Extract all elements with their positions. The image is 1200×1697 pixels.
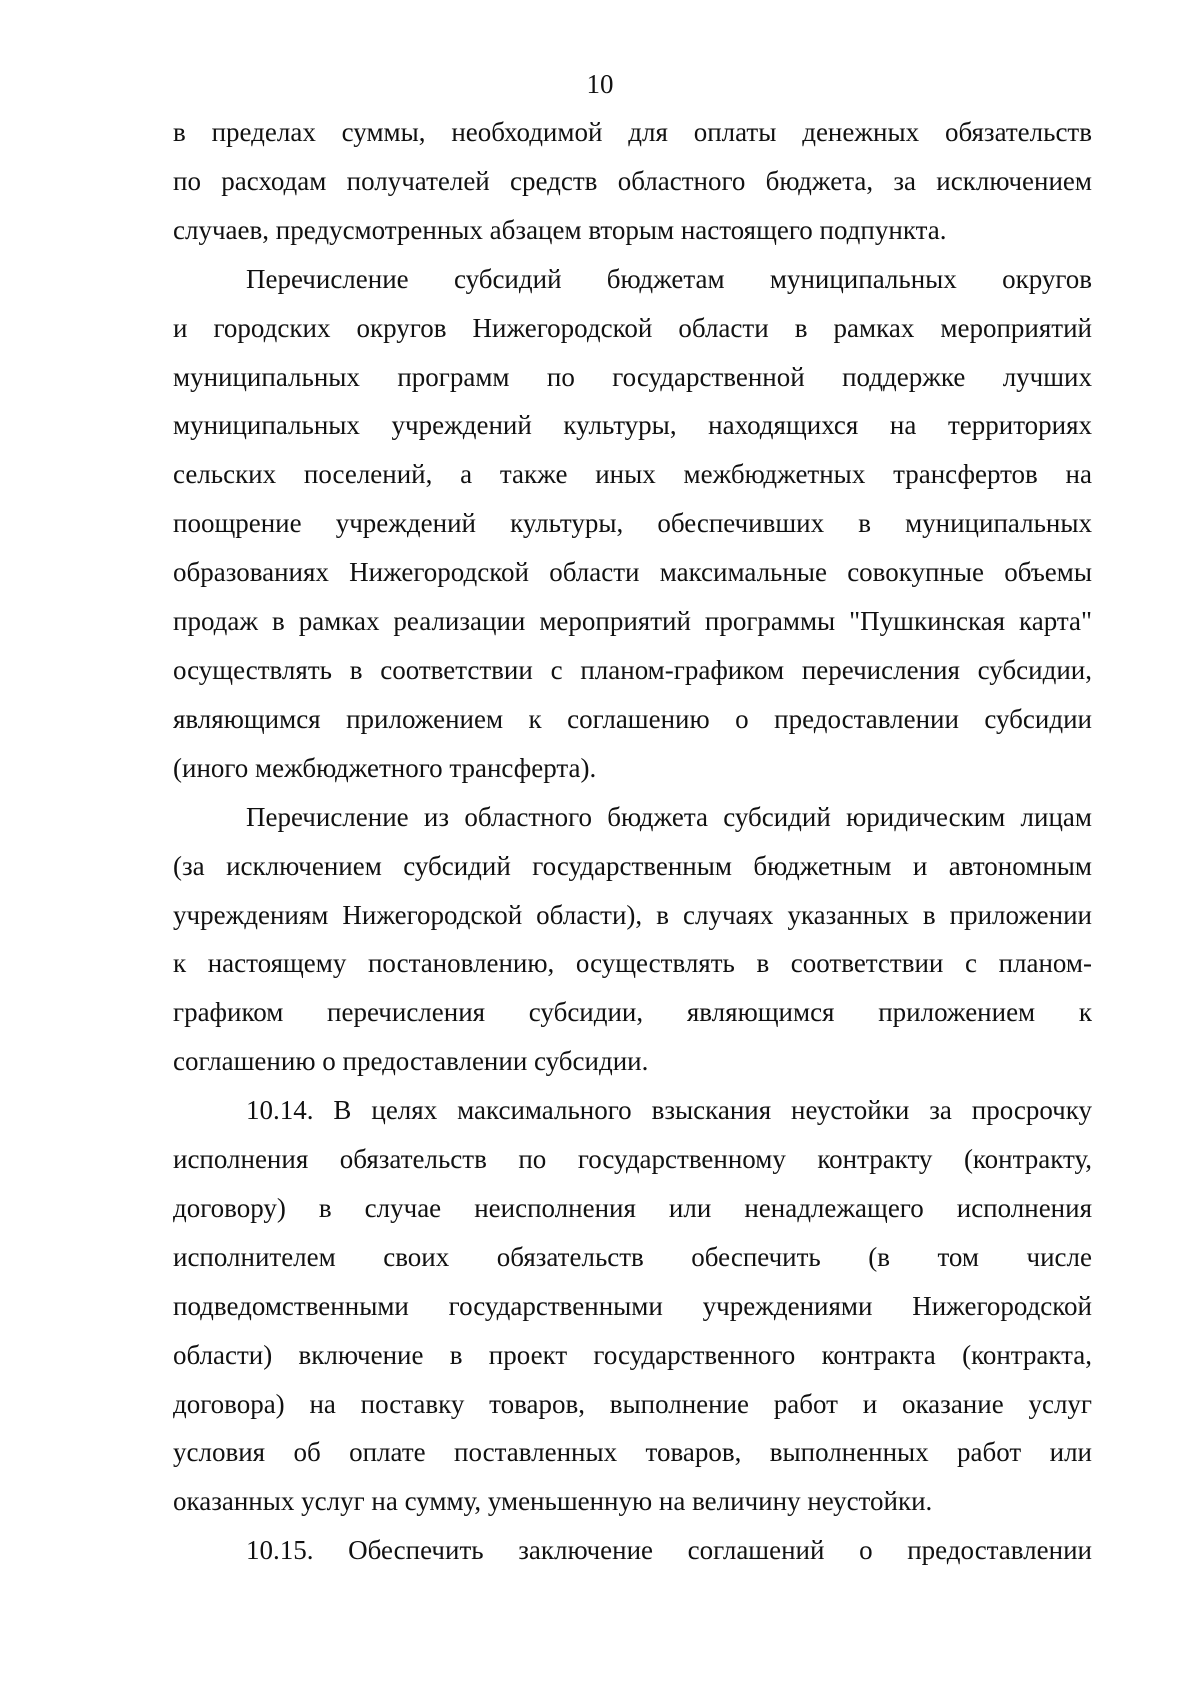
text-line: осуществлять в соответствии с планом-графиком перечисления субсидии, [173,654,1092,685]
paragraph [173,793,1092,1086]
document-body [173,108,1092,1575]
text-line: (иного межбюджетного трансферта). [173,752,597,783]
text-line: в пределах суммы, необходимой для оплаты денежных обязательств [173,117,1092,147]
text-line: поощрение учреждений культуры, обеспечивших в муниципальных [173,508,1092,539]
text-line: (за исключением субсидий государственным бюджетным и автономным [173,850,1092,881]
paragraph [173,108,1092,255]
text-line: 10.14. В целях максимального взыскания неустойки за просрочку [246,1095,1092,1126]
text-line: исполнителем своих обязательств обеспечить (в том числе [173,1241,1092,1272]
text-line: подведомственными государственными учреждениями Нижегородской [173,1290,1092,1321]
text-line: случаев, предусмотренных абзацем вторым настоящего подпункта. [173,214,947,245]
text-line: исполнения обязательств по государственному контракту (контракту, [173,1144,1092,1175]
text-line: и городских округов Нижегородской области в рамках мероприятий [173,312,1092,343]
text-line: муниципальных учреждений культуры, находящихся на территориях [173,410,1092,441]
text-line: Перечисление из областного бюджета субсидий юридическим лицам [246,801,1092,832]
text-line: по расходам получателей средств областного бюджета, за исключением [173,165,1092,196]
text-line: договора) на поставку товаров, выполнение работ и оказание услуг [173,1388,1092,1419]
text-line: образованиях Нижегородской области максимальные совокупные объемы [173,557,1092,588]
text-line: сельских поселений, а также иных межбюджетных трансфертов на [173,459,1092,490]
text-line: являющимся приложением к соглашению о предоставлении субсидии [173,703,1092,734]
text-line: Перечисление субсидий бюджетам муниципальных округов [246,263,1092,294]
text-line: к настоящему постановлению, осуществлять в соответствии с планом- [173,948,1092,979]
text-line: 10.15. Обеспечить заключение соглашений о предоставлении [246,1535,1092,1566]
text-line: области) включение в проект государственного контракта (контракта, [173,1339,1092,1370]
text-line: условия об оплате поставленных товаров, выполненных работ или [173,1437,1092,1468]
page-number: 10 [586,69,614,99]
paragraph [173,255,1092,793]
text-line: договору) в случае неисполнения или ненадлежащего исполнения [173,1192,1092,1223]
text-line: графиком перечисления субсидии, являющимся приложением к [173,997,1092,1028]
text-line: продаж в рамках реализации мероприятий программы "Пушкинская карта" [173,606,1092,637]
text-line: муниципальных программ по государственной поддержке лучших [173,361,1092,392]
text-line: соглашению о предоставлении субсидии. [173,1046,649,1077]
text-line: учреждениям Нижегородской области), в случаях указанных в приложении [173,899,1092,930]
paragraph [173,1526,1092,1575]
paragraph [173,1086,1092,1526]
text-line: оказанных услуг на сумму, уменьшенную на величину неустойки. [173,1486,933,1517]
